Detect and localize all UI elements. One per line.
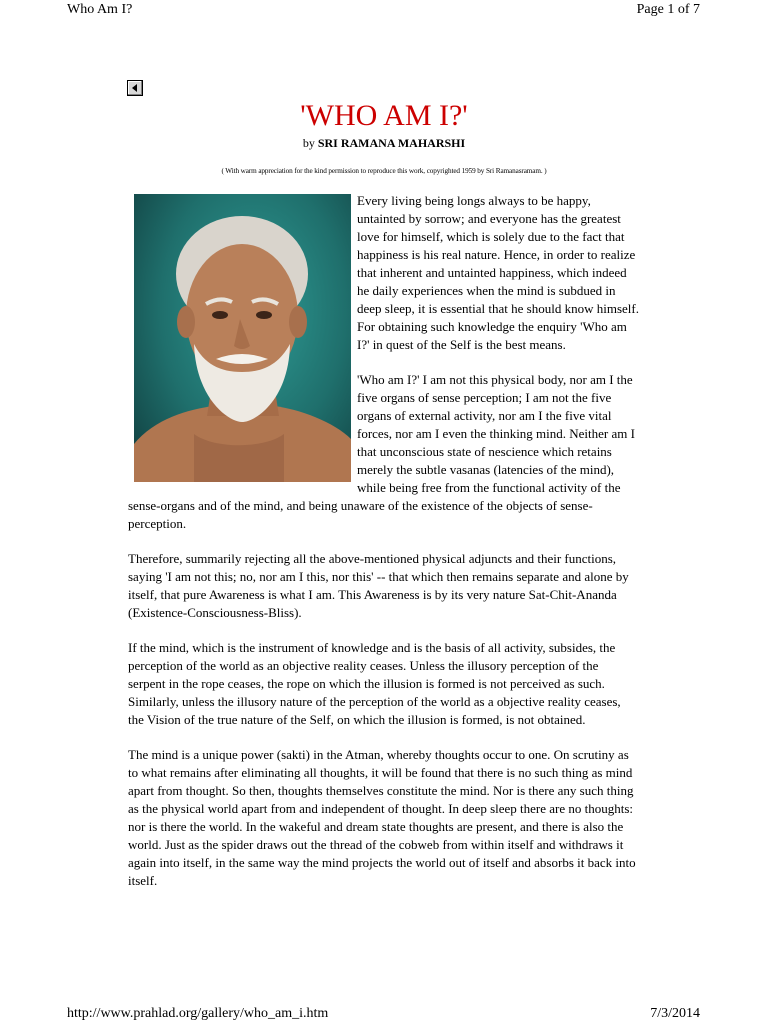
portrait-image	[134, 194, 351, 482]
paragraph: 'Who am I?' I am not this physical body, nor am I the five organs of sense perception; I am not the five organs of external activity, nor am I the five vital forces, nor am I even the thinking mind. Neither am I that unconscious state of nescience which retains merely the subtle vasanas (latencies of the mind), while being free from the functional activity of the sense-organs and of the mind, and being unaware of the existence of the objects of sense-perception.	[128, 372, 635, 531]
paragraph: Therefore, summarily rejecting all the above-mentioned physical adjuncts and their functions, saying 'I am not this; no, nor am I this, nor this' -- that which then remains separate and alone by itself, that pure Awareness is what I am. This Awareness is by its very nature Sat-Chit-Ananda (Existence-Consciousness-Bliss).	[128, 551, 629, 620]
article-body	[128, 192, 639, 907]
author-portrait	[134, 194, 351, 482]
author-name: SRI RAMANA MAHARSHI	[317, 136, 466, 150]
header-page-indicator: Page 1 of 7	[636, 2, 700, 17]
back-arrow-icon	[128, 81, 142, 95]
footer-date: 7/3/2014	[650, 1006, 700, 1021]
article-title: 'WHO AM I?'	[300, 99, 468, 132]
paragraph: If the mind, which is the instrument of knowledge and is the basis of all activity, subsides, the perception of the world as an objective reality ceases. Unless the illusory perception of the serpent in the rope ceases, the rope on which the illusion is formed is not perceived as such. Similarly, unless the illusory nature of the perception of the world as a objective reality ceases, the Vision of the true nature of the Self, on which the illusion is formed, is not obtained.	[128, 640, 621, 727]
paragraph: Every living being longs always to be happy, untainted by sorrow; and everyone has the greatest love for himself, which is solely due to the fact that happiness is his real nature. Hence, in order to realize that inherent and untainted happiness, which indeed he daily experiences when the mind is subdued in deep sleep, it is essential that he should know himself. For obtaining such knowledge the enquiry 'Who am I?' in quest of the Self is the best means.	[357, 193, 639, 352]
byline-prefix: by	[302, 136, 315, 150]
paragraph: The mind is a unique power (sakti) in the Atman, whereby thoughts occur to one. On scrutiny as to what remains after eliminating all thoughts, it will be found that there is no such thing as mind apart from thought. So then, thoughts themselves constitute the mind. Nor is there any such thing as the physical world apart from and independent of thought. In deep sleep there are no thoughts: nor is there the world. In the wakeful and dream state thoughts are present, and there is also the world. Just as the spider draws out the thread of the cobweb from within itself and withdraws it again into itself, in the same way the mind projects the world out of itself and absorbs it back into itself.	[128, 747, 636, 888]
footer-url: http://www.prahlad.org/gallery/who_am_i.htm	[67, 1006, 329, 1021]
header-doc-title: Who Am I?	[67, 2, 133, 17]
byline	[128, 136, 640, 150]
back-button[interactable]	[127, 80, 143, 96]
copyright-credit: ( With warm appreciation for the kind permission to reproduce this work, copyrighted 1959 by Sri Ramanasramam. )	[221, 167, 547, 175]
